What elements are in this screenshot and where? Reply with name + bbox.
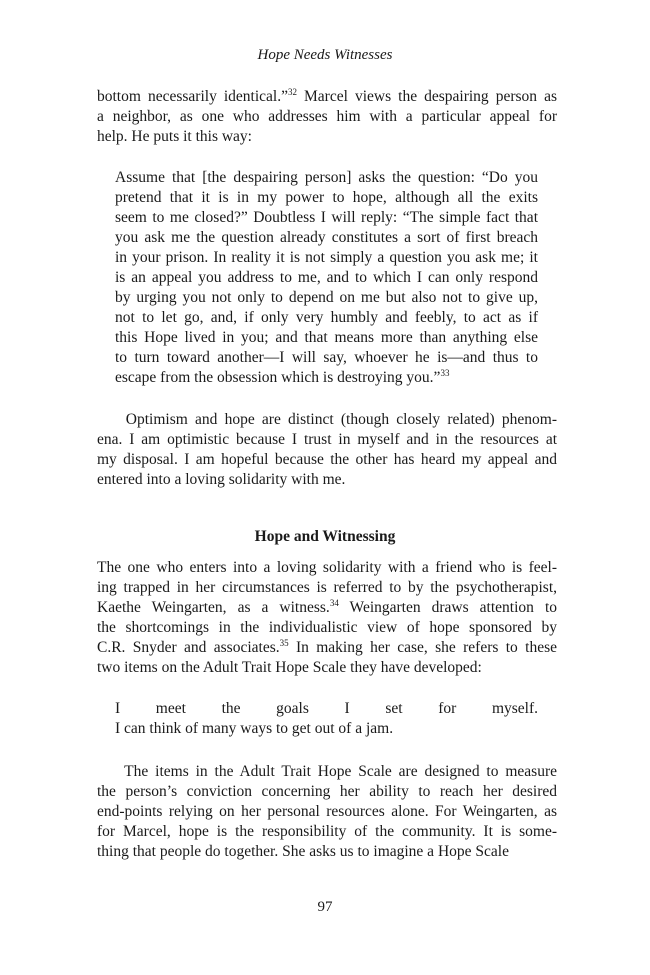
line-text: Optimism and hope are distinct (though closely related) phenom-	[97, 411, 557, 428]
line-text-rest: In making her case, she refers to these	[288, 639, 557, 656]
line-text: the shortcomings in the individualistic view of hope sponsored by	[97, 619, 557, 636]
block-quote-marcel	[115, 168, 538, 388]
text-line	[115, 308, 538, 328]
line-text: Kaethe Weingarten, as a witness.	[97, 599, 330, 616]
line-text: escape from the obsession which is destroying you.”	[115, 369, 441, 386]
paragraph-intro	[97, 87, 557, 147]
line-text-rest: Weingarten draws attention to	[338, 599, 557, 616]
line-text: entered into a loving solidarity with me.	[97, 471, 346, 488]
text-line	[97, 107, 557, 127]
line-text: thing that people do together. She asks us to imagine a Hope Scale	[97, 843, 509, 860]
footnote-marker: 33	[440, 368, 450, 378]
footnote-marker: 32	[287, 87, 297, 97]
text-line	[97, 578, 557, 598]
text-line	[97, 430, 557, 450]
line-text: in your prison. In reality it is not simply a question you ask me; it	[115, 249, 538, 266]
text-line	[115, 248, 538, 268]
text-line	[115, 188, 538, 208]
text-line	[97, 450, 557, 470]
line-text: Assume that [the despairing person] asks the question: “Do you	[115, 169, 538, 186]
section-heading: Hope and Witnessing	[254, 528, 396, 545]
text-line	[97, 658, 557, 678]
line-text: end-points relying on her personal resources alone. For Weingarten, as	[97, 803, 557, 820]
line-text: my disposal. I am hopeful because the other has heard my appeal and	[97, 451, 557, 468]
footnote-marker: 35	[279, 638, 289, 648]
paragraph-witness	[97, 558, 557, 678]
text-line	[115, 268, 538, 288]
line-text: by urging you not only to depend on me but also not to give up,	[115, 289, 538, 306]
text-line	[115, 328, 538, 348]
block-quote-hope-scale	[115, 699, 538, 739]
paragraph-hope-scale	[97, 762, 557, 862]
line-text: seem to me closed?” Doubtless I will reply: “The simple fact that	[115, 209, 538, 226]
line-text-rest: Marcel views the despairing person as	[296, 88, 557, 105]
text-line	[97, 618, 557, 638]
line-text: The one who enters into a loving solidarity with a friend who is feel-	[97, 559, 557, 576]
text-line	[115, 228, 538, 248]
line-text: I can think of many ways to get out of a jam.	[115, 720, 394, 737]
line-text: to turn toward another—I will say, whoever he is—and thus to	[115, 349, 538, 366]
text-line	[97, 638, 557, 658]
line-text: for Marcel, hope is the responsibility of the community. It is some-	[97, 823, 557, 840]
line-text: C.R. Snyder and associates.	[97, 639, 280, 656]
text-line	[97, 470, 557, 490]
line-text: two items on the Adult Trait Hope Scale they have developed:	[97, 659, 482, 676]
line-text: pretend that it is in my power to hope, although all the exits	[115, 189, 538, 206]
text-line	[115, 368, 538, 388]
paragraph-optimism	[97, 410, 557, 490]
line-text: The items in the Adult Trait Hope Scale are designed to measure	[97, 763, 557, 780]
text-line	[97, 558, 557, 578]
text-line	[97, 410, 557, 430]
text-line	[115, 168, 538, 188]
line-text: help. He puts it this way:	[97, 128, 252, 145]
line-text: ing trapped in her circumstances is referred to by the psychotherapist,	[97, 579, 557, 596]
line-text: a neighbor, as one who addresses him with a particular appeal for	[97, 108, 557, 125]
text-line	[97, 842, 557, 862]
text-line	[115, 208, 538, 228]
text-line	[115, 719, 538, 739]
line-text: I meet the goals I set for myself.	[115, 700, 538, 717]
line-text: this Hope lived in you; and that means more than anything else	[115, 329, 538, 346]
line-text: ena. I am optimistic because I trust in myself and in the resources at	[97, 431, 557, 448]
line-text: not to let go, and, if only very humbly and feebly, to act as if	[115, 309, 538, 326]
text-line	[115, 288, 538, 308]
line-text: the person’s conviction concerning her ability to reach her desired	[97, 783, 557, 800]
running-head: Hope Needs Witnesses	[257, 47, 393, 63]
text-line	[97, 127, 557, 147]
text-line	[115, 699, 538, 719]
page-number: 97	[317, 899, 333, 915]
text-line	[97, 762, 557, 782]
text-line	[115, 348, 538, 368]
line-text: is an appeal you address to me, and to which I can only respond	[115, 269, 538, 286]
text-line	[97, 822, 557, 842]
text-line	[97, 802, 557, 822]
text-line	[97, 782, 557, 802]
text-line	[97, 87, 557, 107]
text-line	[97, 598, 557, 618]
line-text: you ask me the question already constitutes a sort of first breach	[115, 229, 538, 246]
footnote-marker: 34	[329, 598, 339, 608]
line-text: bottom necessarily identical.”	[97, 88, 288, 105]
